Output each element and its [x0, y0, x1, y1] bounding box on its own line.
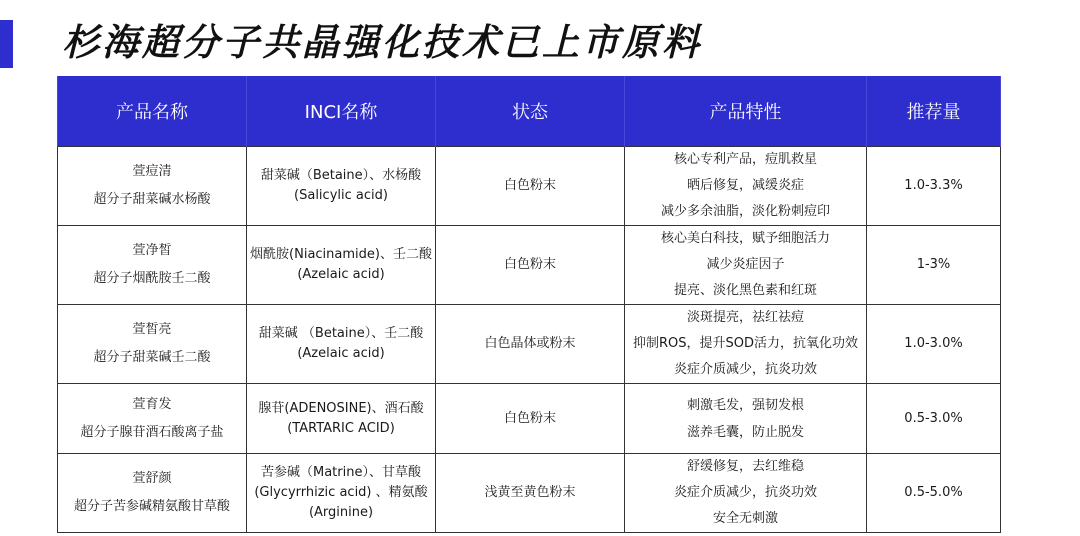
feature-line: 核心专利产品，痘肌救星	[673, 152, 817, 167]
header-product-name: 产品名称	[58, 76, 247, 147]
dosage-cell: 1.0-3.3%	[867, 147, 1001, 226]
state-cell: 白色粉末	[436, 147, 625, 226]
feature-line: 提亮、淡化黑色素和红斑	[673, 283, 817, 298]
state-cell: 白色晶体或粉末	[436, 305, 625, 384]
inci-cell	[247, 384, 436, 454]
features-cell	[625, 147, 867, 226]
inci-cell	[247, 147, 436, 226]
inci-cell	[247, 305, 436, 384]
table-row	[58, 454, 1001, 533]
table-row	[58, 226, 1001, 305]
product-name-cell	[58, 454, 247, 533]
inci-line: 腺苷(ADENOSINE)、酒石酸	[258, 400, 424, 416]
features-cell	[625, 454, 867, 533]
product-name: 萱皙亮	[132, 322, 172, 337]
inci-cell	[247, 226, 436, 305]
inci-cell	[247, 454, 436, 533]
header-inci-name: INCI名称	[247, 76, 436, 147]
feature-line: 炎症介质减少，抗炎功效	[673, 485, 817, 500]
feature-line: 减少炎症因子	[706, 257, 785, 272]
product-subname: 超分子甜菜碱壬二酸	[93, 350, 211, 365]
product-subname: 超分子苦参碱精氨酸甘草酸	[73, 499, 230, 514]
feature-line: 抑制ROS，提升SOD活力，抗氧化功效	[632, 336, 858, 351]
feature-line: 减少多余油脂，淡化粉刺痘印	[660, 204, 830, 219]
header-features: 产品特性	[625, 76, 867, 147]
product-subname: 超分子腺苷酒石酸离子盐	[80, 424, 224, 440]
feature-line: 核心美白科技，赋予细胞活力	[660, 231, 830, 246]
product-name-cell	[58, 384, 247, 454]
features-cell	[625, 384, 867, 454]
title-accent-bar	[0, 20, 13, 68]
inci-line: (Arginine)	[308, 505, 374, 520]
inci-line: 甜菜碱 （Betaine）、壬二酸	[258, 326, 424, 341]
inci-line: (Salicylic acid)	[294, 188, 388, 203]
inci-line: (Azelaic acid)	[297, 267, 385, 282]
product-subname: 超分子烟酰胺壬二酸	[93, 271, 211, 286]
inci-line: 甜菜碱（Betaine）、水杨酸	[260, 168, 422, 183]
product-name: 萱痘清	[132, 164, 172, 179]
product-name-cell	[58, 147, 247, 226]
feature-line: 舒缓修复，去红维稳	[686, 459, 804, 474]
dosage-cell: 0.5-3.0%	[867, 384, 1001, 454]
table-header-row	[58, 76, 1001, 147]
products-table	[57, 76, 1001, 533]
dosage-cell: 1-3%	[867, 226, 1001, 305]
feature-line: 淡斑提亮，祛红祛痘	[686, 310, 804, 325]
feature-line: 晒后修复，减缓炎症	[686, 178, 804, 193]
feature-line: 炎症介质减少，抗炎功效	[673, 362, 817, 377]
dosage-cell: 0.5-5.0%	[867, 454, 1001, 533]
product-subname: 超分子甜菜碱水杨酸	[93, 192, 211, 207]
product-name: 萱净皙	[132, 243, 172, 258]
state-cell: 白色粉末	[436, 384, 625, 454]
product-name-cell	[58, 226, 247, 305]
state-cell: 白色粉末	[436, 226, 625, 305]
product-name: 萱育发	[132, 396, 172, 412]
inci-line: 烟酰胺(Niacinamide)、壬二酸	[250, 247, 432, 262]
features-cell	[625, 226, 867, 305]
inci-line: (Glycyrrhizic acid) 、精氨酸	[254, 485, 428, 500]
feature-line: 滋养毛囊，防止脱发	[686, 424, 804, 440]
product-name: 萱舒颜	[132, 471, 172, 486]
inci-line: (TARTARIC ACID)	[287, 420, 395, 436]
table-row	[58, 147, 1001, 226]
product-name-cell	[58, 305, 247, 384]
state-cell: 浅黄至黄色粉末	[436, 454, 625, 533]
features-cell	[625, 305, 867, 384]
inci-line: 苦参碱（Matrine）、甘草酸	[261, 465, 421, 480]
header-state: 状态	[436, 76, 625, 147]
feature-line: 刺激毛发，强韧发根	[686, 397, 804, 413]
page-title: 杉海超分子共晶强化技术已上市原料	[62, 21, 702, 64]
dosage-cell: 1.0-3.0%	[867, 305, 1001, 384]
inci-line: (Azelaic acid)	[297, 346, 385, 361]
header-dosage: 推荐量	[867, 76, 1001, 147]
feature-line: 安全无刺激	[712, 511, 778, 526]
table-row	[58, 305, 1001, 384]
table-row	[58, 384, 1001, 454]
